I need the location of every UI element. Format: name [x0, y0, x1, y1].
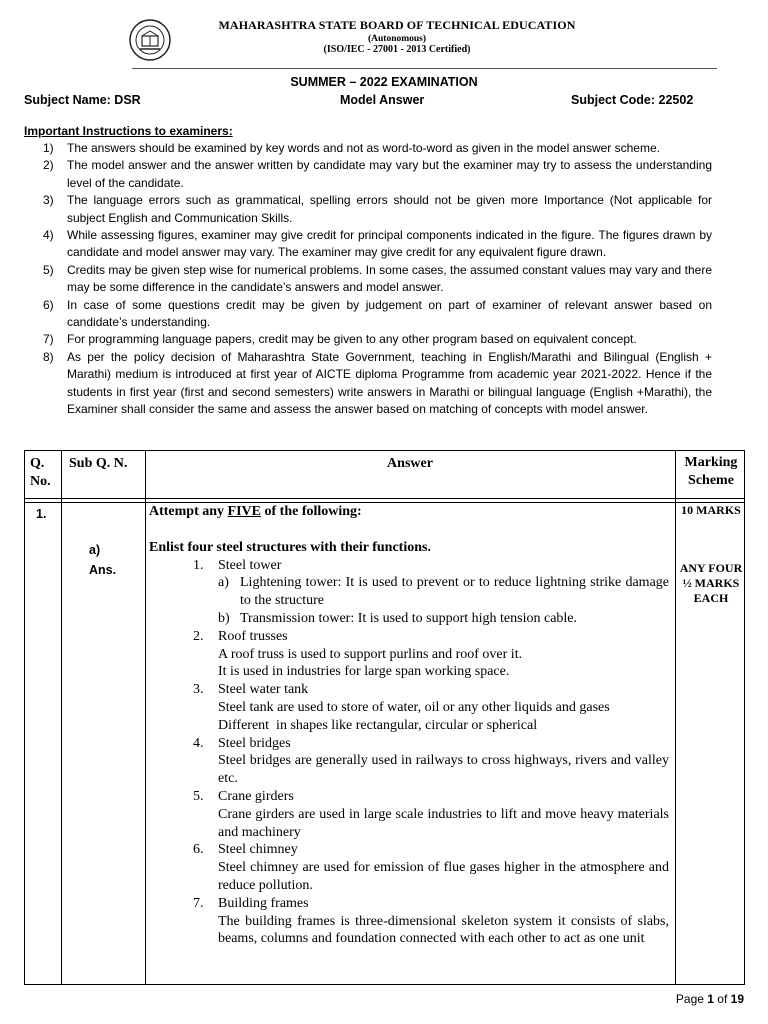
board-autonomous: (Autonomous) — [367, 34, 427, 44]
question-number: 1. — [36, 507, 47, 521]
instruction-item: 8) As per the policy decision of Maharashtra State Government, teaching in English/Marathi and Bilingual (English + Marathi) medium is introduced at first year of AICTE diploma Programme from academic year 2021-2022. Hence if the students in first year (first and second semesters) write answers in Marathi or bilingual language (English +Marathi), the Examiner shall consider the same and assess the answer based on matching of concepts with model answer. — [43, 349, 712, 417]
answer-line: A roof truss is used to support purlins and roof over it. — [218, 646, 523, 662]
answer-content — [149, 503, 669, 948]
answer-line: The building frames is three-dimensional skeleton system it consists of slabs, beams, columns and foundation connected with each other to act as one unit — [218, 913, 669, 947]
instruction-item: 4) While assessing figures, examiner may give credit for principal components indicated in the figure. The figures drawn by candidate and model answer may vary. The examiner may give credit for any equivalent figure drawn. — [43, 228, 712, 260]
attempt-instruction: Attempt any FIVE of the following: — [149, 504, 362, 519]
answer-item: 6. Steel chimney — [193, 842, 298, 858]
answer-label: Ans. — [89, 563, 117, 577]
header-marking-scheme: Marking Scheme — [684, 455, 738, 488]
answer-item: 2. Roof trusses — [193, 628, 288, 644]
answer-item: 1. Steel tower — [193, 557, 282, 573]
answer-subitem: b) Transmission tower: It is used to support high tension cable. — [218, 610, 578, 626]
answer-item: 7. Building frames — [193, 895, 309, 911]
board-title: MAHARASHTRA STATE BOARD OF TECHNICAL EDUCATION — [218, 18, 576, 32]
answer-line: Crane girders are used in large scale industries to lift and move heavy materials and machinery — [218, 806, 669, 840]
table-header-divider — [25, 498, 744, 499]
table-col-divider — [145, 451, 146, 984]
table-col-divider — [675, 451, 676, 984]
model-answer-label: Model Answer — [340, 93, 425, 107]
answer-item: 4. Steel bridges — [193, 735, 291, 751]
sub-question-label: a) — [89, 543, 101, 557]
exam-title: SUMMER – 2022 EXAMINATION — [290, 75, 478, 89]
instruction-item: 1) The answers should be examined by key words and not as word-to-word as given in the model answer scheme. — [43, 141, 660, 155]
instruction-item: 2) The model answer and the answer written by candidate may vary but the examiner may try to assess the understanding level of the candidate. — [43, 158, 712, 190]
instruction-item: 6) In case of some questions credit may be given by judgement on part of examiner of relevant answer based on candidate’s understanding. — [43, 297, 712, 330]
instruction-item: 5) Credits may be given step wise for numerical problems. In some cases, the assumed constant values may vary and there may be some difference in the candidate’s answers and model answer. — [43, 262, 712, 295]
answer-item: 5. Crane girders — [193, 788, 294, 804]
answer-line: Different in shapes like rectangular, circular or spherical — [218, 717, 538, 733]
answer-subitem: a) Lightening tower: It is used to prevent or to reduce lightning strike damage to the structure — [218, 575, 669, 609]
answer-line: It is used in industries for large span working space. — [218, 664, 510, 680]
marks-scheme: ANY FOUR ½ MARKS EACH — [679, 561, 743, 605]
header-answer: Answer — [387, 456, 433, 471]
table-col-divider — [61, 451, 62, 984]
subject-code: Subject Code: 22502 — [571, 93, 694, 107]
header-divider — [132, 68, 717, 69]
instruction-item: 3) The language errors such as grammatical, spelling errors should not be given more Importance (Not applicable for subject English and Communication Skills. — [43, 193, 712, 225]
instructions-title: Important Instructions to examiners: — [24, 124, 233, 138]
instructions-list — [24, 140, 712, 419]
page-number: Page 1 of 19 — [675, 992, 744, 1006]
answer-table — [24, 450, 745, 985]
answer-item: 3. Steel water tank — [193, 682, 309, 698]
header-q-no: Q. No. — [30, 456, 51, 489]
subject-name: Subject Name: DSR — [24, 93, 141, 107]
answer-line: Steel chimney are used for emission of flue gases higher in the atmosphere and reduce pollution. — [218, 860, 669, 893]
instruction-item: 7) For programming language papers, credit may be given to any other program based on equivalent concept. — [43, 332, 637, 347]
board-certified: (ISO/IEC - 27001 - 2013 Certified) — [323, 44, 471, 55]
answer-line: Steel tank are used to store of water, oil or any other liquids and gases — [218, 699, 610, 715]
header-sub-q: Sub Q. N. — [69, 456, 128, 471]
answer-line: Steel bridges are generally used in railways to cross highways, rivers and valley etc. — [218, 753, 669, 787]
question-text: Enlist four steel structures with their functions. — [149, 539, 431, 555]
marks-total: 10 MARKS — [681, 503, 741, 517]
